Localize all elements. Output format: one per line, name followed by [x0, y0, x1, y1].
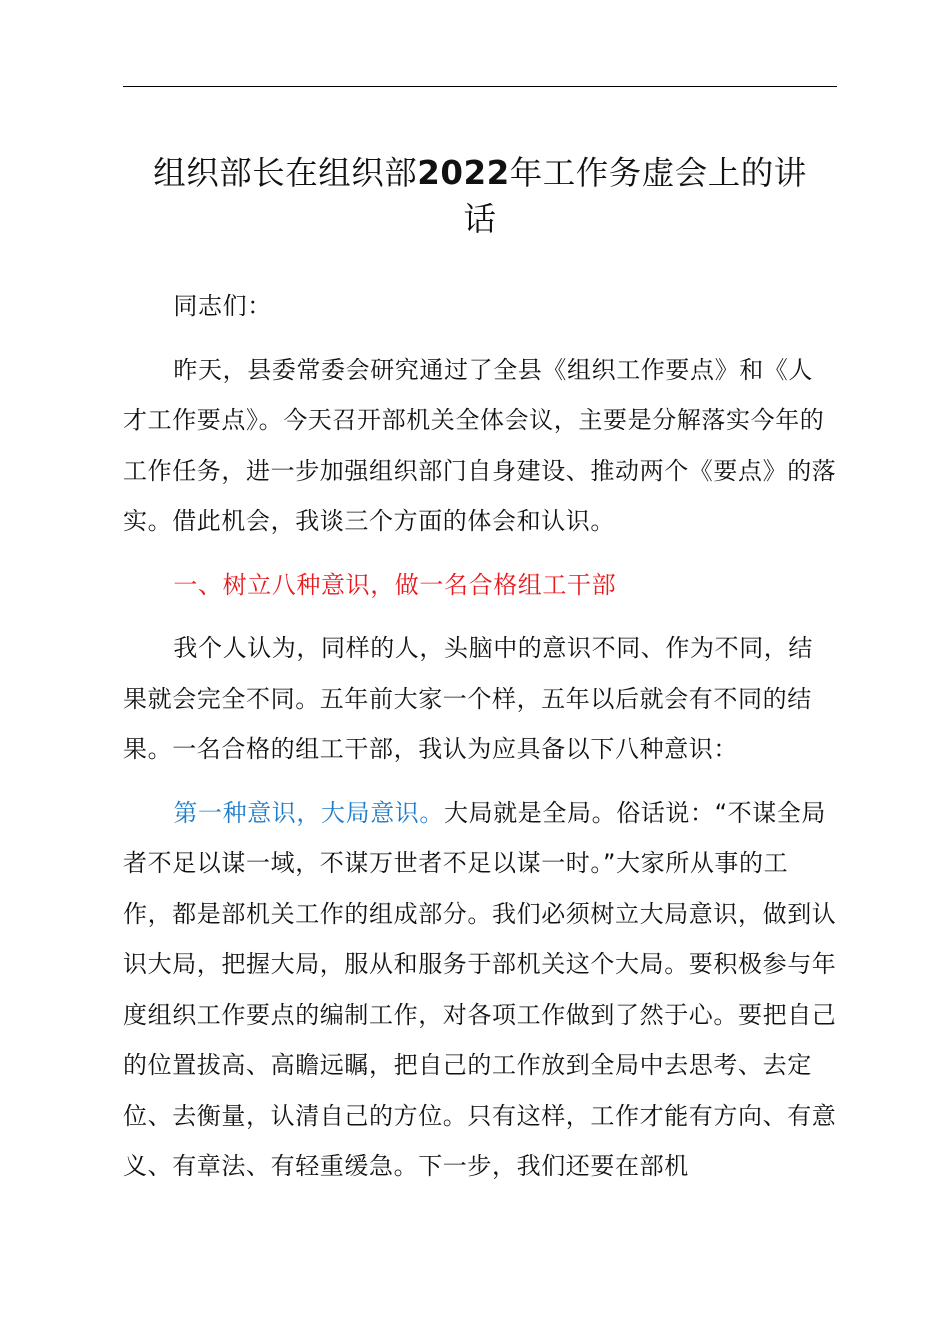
section-heading-1: 一、树立八种意识，做一名合格组工干部 — [173, 570, 617, 599]
document-body — [123, 281, 837, 1192]
item-text-1: 大局就是全局。俗话说：“不谋全局者不足以谋一域，不谋万世者不足以谋一时。”大家所从事的工作，都是部机关工作的组成部分。我们必须树立大局意识，做到认识大局，把握大局，服从和服务于部机关这个大局。要积极参与年度组织工作要点的编制工作，对各项工作做到了然于心。要把自己的位置拔高、高瞻远瞩，把自己的工作放到全局中去思考、去定位、去衡量，认清自己的方位。只有这样，工作才能有方向、有意义、有章法、有轻重缓急。下一步，我们还要在部机 — [123, 798, 837, 1180]
salutation: 同志们： — [173, 292, 272, 320]
top-rule — [123, 86, 837, 87]
title-line-1 — [123, 150, 837, 196]
paragraph-item-1 — [123, 788, 837, 1192]
item-heading-1: 第一种意识，大局意识。 — [173, 798, 444, 827]
title-year: 2022 — [417, 154, 510, 192]
title-text-2: 年工作务虚会上的讲 — [509, 154, 807, 192]
paragraph-intro: 昨天，县委常委会研究通过了全县《组织工作要点》和《人才工作要点》。今天召开部机关全体会议，主要是分解落实今年的工作任务，进一步加强组织部门自身建设、推动两个《要点》的落实。借此机会，我谈三个方面的体会和认识。 — [123, 355, 837, 535]
page-title — [123, 150, 837, 242]
paragraph-consciousness: 我个人认为，同样的人，头脑中的意识不同、作为不同，结果就会完全不同。五年前大家一个样，五年以后就会有不同的结果。一名合格的组工干部，我认为应具备以下八种意识： — [123, 634, 813, 763]
title-text-1: 组织部长在组织部 — [153, 154, 418, 192]
title-line-2: 话 — [463, 200, 497, 238]
